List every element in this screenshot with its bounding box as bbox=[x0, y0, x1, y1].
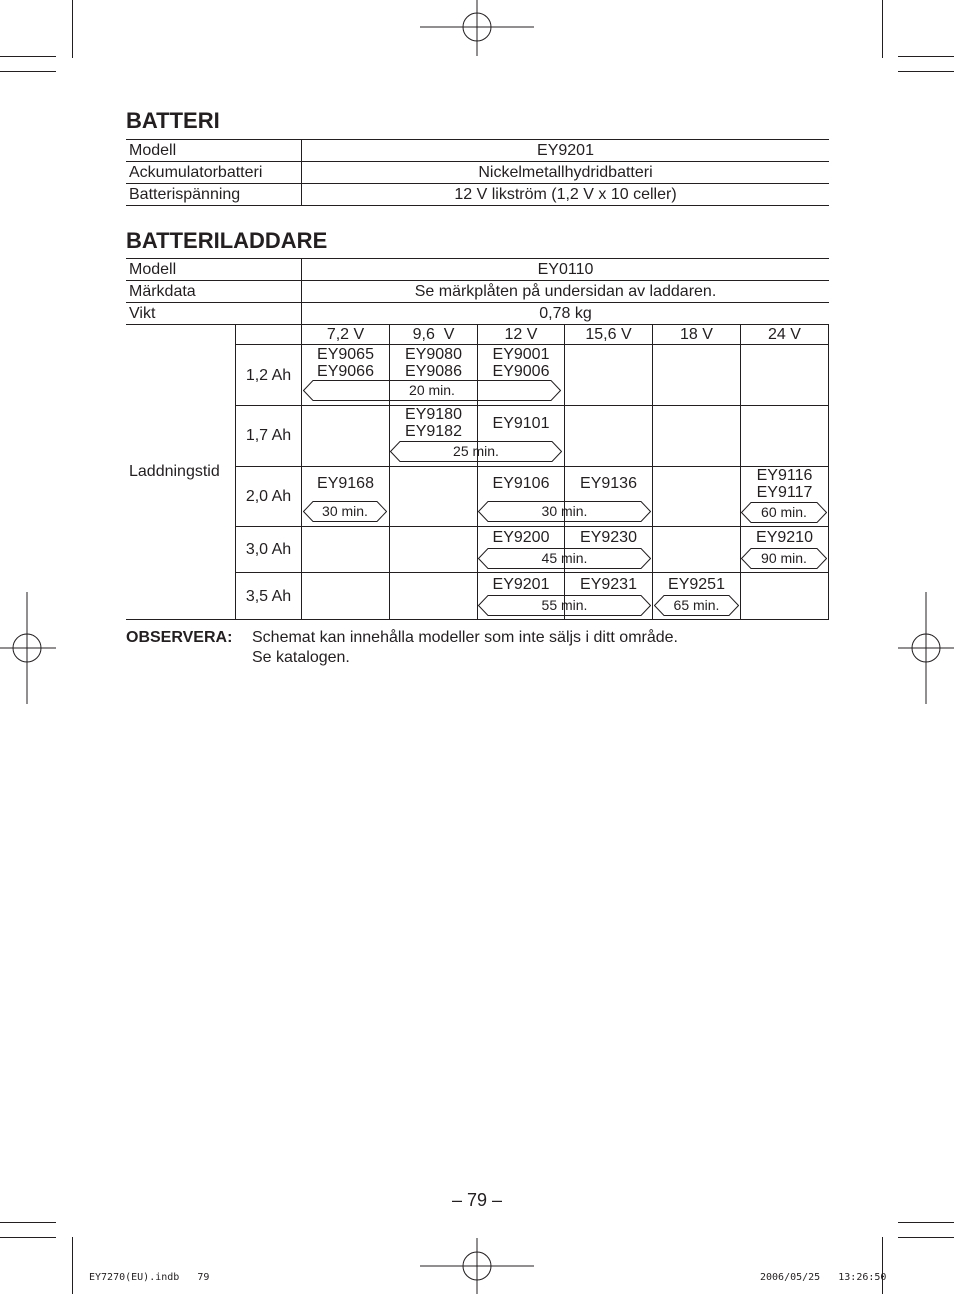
time-label: 65 min. bbox=[673, 597, 720, 613]
registration-mark-left bbox=[0, 592, 60, 704]
capacity-3-5: 3,5 Ah bbox=[245, 588, 292, 605]
time-label: 30 min. bbox=[541, 503, 588, 519]
battery-heading: BATTERI bbox=[126, 108, 220, 133]
charger-model-value: EY0110 bbox=[302, 259, 830, 281]
time-arrow bbox=[478, 548, 651, 569]
footer-timestamp: 2006/05/25 13:26:50 bbox=[760, 1272, 887, 1283]
time-arrow bbox=[303, 501, 387, 522]
model-name: EY9101 bbox=[492, 415, 550, 432]
voltage-12: 12 V bbox=[504, 326, 538, 343]
model-name: EY9251 bbox=[668, 576, 725, 593]
charger-table bbox=[126, 258, 829, 325]
charger-rating-label: Märkdata bbox=[126, 281, 302, 303]
time-label: 90 min. bbox=[761, 550, 807, 566]
model-name: EY9086 bbox=[405, 363, 462, 380]
note-label: OBSERVERA: bbox=[126, 629, 233, 646]
battery-model-value: EY9201 bbox=[302, 140, 830, 162]
time-label: 60 min. bbox=[761, 504, 807, 520]
charge-time-label: Laddningstid bbox=[129, 463, 220, 480]
battery-table bbox=[126, 139, 829, 206]
footer-file: EY7270(EU).indb 79 bbox=[89, 1272, 210, 1283]
voltage-24: 24 V bbox=[768, 326, 801, 343]
battery-type-value: Nickelmetallhydridbatteri bbox=[302, 162, 830, 184]
model-name: EY9200 bbox=[492, 529, 550, 546]
battery-voltage-label: Batterispänning bbox=[126, 184, 302, 206]
voltage-18: 18 V bbox=[680, 326, 713, 343]
registration-mark-bottom bbox=[420, 1238, 534, 1294]
time-label: 30 min. bbox=[322, 503, 368, 519]
charger-heading: BATTERILADDARE bbox=[126, 228, 328, 253]
model-name: EY9116 bbox=[756, 467, 813, 484]
page-number: – 79 – bbox=[451, 1190, 503, 1210]
capacity-3-0: 3,0 Ah bbox=[245, 541, 292, 558]
capacity-2-0: 2,0 Ah bbox=[245, 488, 292, 505]
note-line-2: Se katalogen. bbox=[252, 649, 350, 666]
time-arrow bbox=[741, 502, 827, 523]
model-name: EY9210 bbox=[756, 529, 813, 546]
voltage-9-6: 9,6 V bbox=[412, 326, 455, 343]
model-cell bbox=[302, 346, 389, 380]
model-name: EY9106 bbox=[492, 475, 550, 492]
table-row bbox=[126, 281, 829, 303]
model-name: EY9066 bbox=[317, 363, 374, 380]
registration-mark-top bbox=[420, 0, 534, 60]
time-arrow bbox=[390, 441, 562, 462]
model-name: EY9001 bbox=[492, 346, 550, 363]
time-label: 55 min. bbox=[541, 597, 588, 613]
battery-voltage-value: 12 V likström (1,2 V x 10 celler) bbox=[302, 184, 830, 206]
model-cell bbox=[390, 346, 477, 380]
model-cell bbox=[741, 467, 828, 501]
time-label: 20 min. bbox=[409, 382, 455, 398]
model-name: EY9065 bbox=[317, 346, 374, 363]
model-name: EY9230 bbox=[580, 529, 637, 546]
model-cell bbox=[478, 346, 564, 380]
charger-rating-value: Se märkplåten på undersidan av laddaren. bbox=[302, 281, 830, 303]
time-arrow bbox=[303, 380, 561, 401]
model-name: EY9180 bbox=[405, 406, 462, 423]
time-arrow bbox=[741, 548, 827, 569]
time-label: 45 min. bbox=[541, 550, 588, 566]
time-arrow bbox=[478, 595, 651, 616]
voltage-15-6: 15,6 V bbox=[585, 326, 632, 343]
time-label: 25 min. bbox=[453, 443, 499, 459]
time-arrow bbox=[654, 595, 739, 616]
capacity-1-2: 1,2 Ah bbox=[245, 367, 292, 384]
model-name: EY9182 bbox=[405, 423, 462, 440]
charger-model-label: Modell bbox=[126, 259, 302, 281]
model-name: EY9136 bbox=[580, 475, 637, 492]
charger-weight-value: 0,78 kg bbox=[302, 303, 830, 325]
model-name: EY9006 bbox=[492, 363, 550, 380]
table-row bbox=[126, 303, 829, 325]
battery-type-label: Ackumulatorbatteri bbox=[126, 162, 302, 184]
charger-weight-label: Vikt bbox=[126, 303, 302, 325]
table-row bbox=[126, 259, 829, 281]
registration-mark-right bbox=[898, 592, 954, 704]
model-cell bbox=[390, 406, 477, 440]
capacity-1-7: 1,7 Ah bbox=[245, 427, 292, 444]
model-name: EY9117 bbox=[756, 484, 813, 501]
note-line-1: Schemat kan innehålla modeller som inte säljs i ditt område. bbox=[252, 629, 678, 646]
table-row bbox=[126, 162, 829, 184]
model-name: EY9231 bbox=[580, 576, 637, 593]
table-row bbox=[126, 140, 829, 162]
model-name: EY9168 bbox=[317, 475, 374, 492]
model-name: EY9080 bbox=[405, 346, 462, 363]
table-row bbox=[126, 184, 829, 206]
model-name: EY9201 bbox=[492, 576, 550, 593]
time-arrow bbox=[478, 501, 651, 522]
battery-model-label: Modell bbox=[126, 140, 302, 162]
voltage-7-2: 7,2 V bbox=[326, 326, 365, 343]
